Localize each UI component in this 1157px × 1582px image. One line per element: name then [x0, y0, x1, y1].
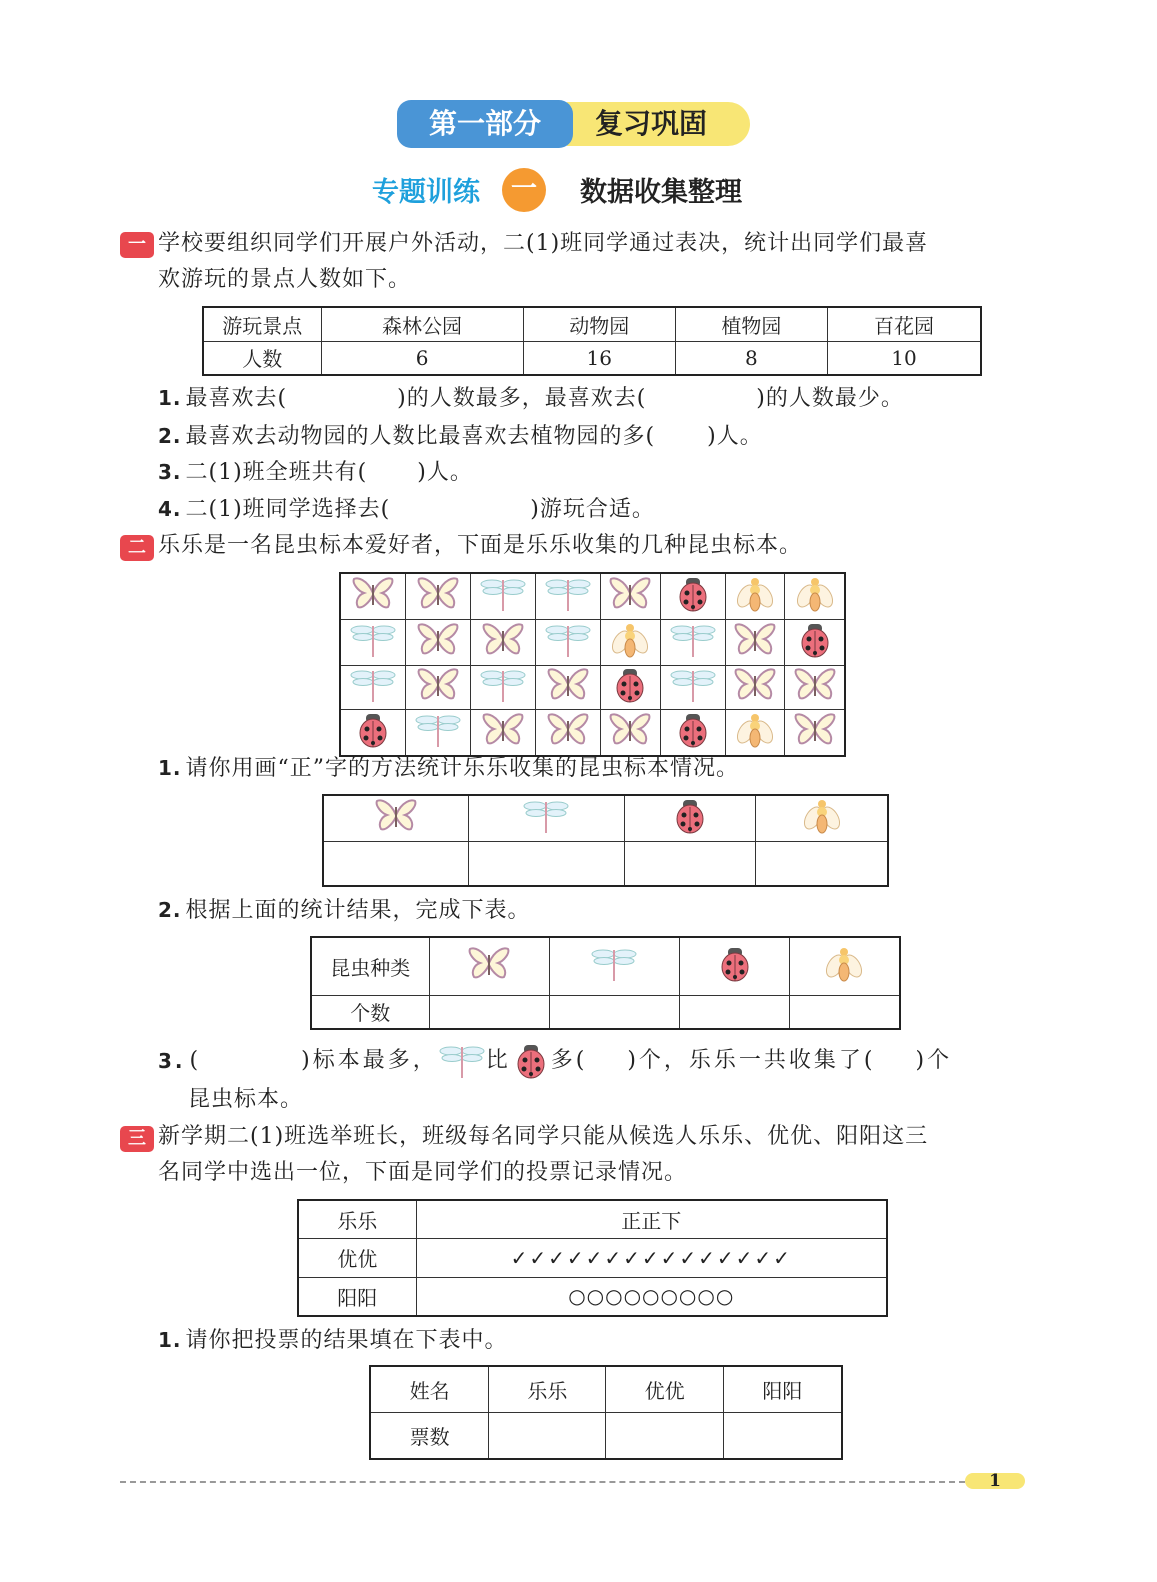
- s2-text: 乐乐是一名昆虫标本爱好者，下面是乐乐收集的几种昆虫标本。: [158, 533, 803, 558]
- row-label: 个数: [311, 995, 429, 1029]
- s1-text-1: 学校要组织同学们开展户外活动，二(1)班同学通过表决，统计出同学们最喜: [158, 231, 929, 256]
- grid-cell: [600, 710, 660, 757]
- ladybug-icon: [715, 945, 755, 983]
- ladybug-icon: [610, 666, 650, 704]
- bee-icon: [735, 574, 775, 614]
- value-cell: 8: [675, 341, 827, 375]
- butterfly-icon: [481, 621, 525, 659]
- dragonfly-icon: [544, 621, 592, 659]
- s3-question-1: 1. 请你把投票的结果填在下表中。: [158, 1328, 508, 1353]
- dragonfly-icon: [349, 666, 397, 704]
- butterfly-icon: [374, 797, 418, 835]
- part-banner: [397, 100, 750, 148]
- bee-icon: [824, 944, 864, 984]
- header-cell: 森林公园: [321, 307, 523, 341]
- dragonfly-icon: [479, 666, 527, 704]
- row-label: 人数: [203, 341, 321, 375]
- ladybug-icon: [670, 797, 710, 835]
- section-badge-1: 一: [120, 232, 154, 258]
- butterfly-icon: [733, 621, 777, 659]
- count-cell[interactable]: [549, 995, 680, 1029]
- grid-cell: [600, 620, 660, 666]
- candidate-name: 优优: [298, 1239, 416, 1277]
- tally-cell[interactable]: [468, 842, 624, 887]
- grid-cell: [340, 710, 406, 757]
- grid-cell: [660, 710, 725, 757]
- grid-row: [340, 620, 845, 666]
- bee-icon: [735, 710, 775, 750]
- vote-count-cell[interactable]: [723, 1413, 842, 1460]
- s2-question-1: 1. 请你用画“正”字的方法统计乐乐收集的昆虫标本情况。: [158, 756, 740, 781]
- dragonfly-icon: [669, 666, 717, 704]
- grid-cell: [725, 710, 785, 757]
- ladybug-icon: [673, 575, 713, 613]
- vote-marks: ✓✓✓✓✓✓✓✓✓✓✓✓✓✓✓: [416, 1239, 887, 1277]
- scenic-spot-table: [202, 306, 982, 376]
- grid-cell: [600, 666, 660, 710]
- part-title: 复习巩固: [595, 107, 708, 140]
- vote-result-table: [369, 1365, 843, 1460]
- s3-text-2: 名同学中选出一位，下面是同学们的投票记录情况。: [158, 1160, 688, 1185]
- grid-cell: [785, 620, 845, 666]
- header-cell: 动物园: [523, 307, 675, 341]
- ladybug-icon: [795, 621, 835, 659]
- grid-cell: [340, 666, 406, 710]
- bee-icon: [610, 620, 650, 660]
- candidate-name: 乐乐: [298, 1200, 416, 1239]
- dragonfly-icon: [438, 1042, 486, 1080]
- grid-cell: [471, 666, 536, 710]
- butterfly-icon: [793, 711, 837, 749]
- value-cell: 10: [828, 341, 981, 375]
- s1-question-1: 1. 最喜欢去( )的人数最多，最喜欢去( )的人数最少。: [158, 386, 904, 411]
- s3-text-1: 新学期二(1)班选举班长，班级每名同学只能从候选人乐乐、优优、阳阳这三: [158, 1124, 929, 1149]
- grid-cell: [471, 710, 536, 757]
- dragonfly-icon: [414, 711, 462, 749]
- grid-cell: [725, 573, 785, 620]
- dragonfly-icon: [669, 621, 717, 659]
- vote-count-cell[interactable]: [489, 1413, 606, 1460]
- tally-cell[interactable]: [625, 842, 756, 887]
- part-label: 第一部分: [397, 100, 573, 148]
- grid-cell: [785, 573, 845, 620]
- s1-text-2: 欢游玩的景点人数如下。: [158, 267, 412, 292]
- s2-question-2: 2. 根据上面的统计结果，完成下表。: [158, 898, 531, 923]
- grid-cell: [660, 666, 725, 710]
- grid-cell: [406, 666, 471, 710]
- row-label: 昆虫种类: [311, 937, 429, 995]
- tally-cell[interactable]: [756, 842, 888, 887]
- topic-title: 数据收集整理: [580, 177, 742, 208]
- butterfly-icon: [467, 945, 511, 983]
- grid-cell: [535, 666, 600, 710]
- grid-cell: [660, 573, 725, 620]
- grid-cell: [535, 710, 600, 757]
- insect-specimen-grid: [339, 572, 846, 757]
- candidate-name: 阳阳: [298, 1277, 416, 1316]
- row-label: 票数: [370, 1413, 489, 1460]
- grid-cell: [785, 710, 845, 757]
- butterfly-icon: [608, 711, 652, 749]
- header-cell: 百花园: [828, 307, 981, 341]
- topic-label: 专题训练: [372, 177, 480, 208]
- topic-number: 一: [502, 168, 546, 212]
- ladybug-icon: [353, 711, 393, 749]
- grid-cell: [660, 620, 725, 666]
- dragonfly-icon: [590, 945, 638, 983]
- header-cell: 乐乐: [489, 1366, 606, 1413]
- butterfly-icon: [546, 711, 590, 749]
- header-cell: 游玩景点: [203, 307, 321, 341]
- header-cell: 姓名: [370, 1366, 489, 1413]
- value-cell: 6: [321, 341, 523, 375]
- s1-question-4: 4. 二(1)班同学选择去( )游玩合适。: [158, 497, 655, 522]
- ladybug-icon: [673, 711, 713, 749]
- butterfly-icon: [733, 666, 777, 704]
- bee-icon: [795, 574, 835, 614]
- butterfly-icon: [416, 575, 460, 613]
- tally-cell[interactable]: [323, 842, 468, 887]
- grid-cell: [535, 620, 600, 666]
- grid-cell: [785, 666, 845, 710]
- vote-count-cell[interactable]: [606, 1413, 723, 1460]
- ladybug-icon: [511, 1042, 551, 1080]
- grid-cell: [471, 573, 536, 620]
- grid-cell: [600, 573, 660, 620]
- grid-cell: [406, 620, 471, 666]
- bee-icon: [802, 796, 842, 836]
- count-cell[interactable]: [429, 995, 549, 1029]
- dragonfly-icon: [349, 621, 397, 659]
- grid-cell: [340, 620, 406, 666]
- dragonfly-icon: [544, 575, 592, 613]
- vote-marks: ○○○○○○○○○: [416, 1277, 887, 1316]
- section-badge-2: 二: [120, 535, 154, 561]
- grid-cell: [340, 573, 406, 620]
- s2-question-3-cont: 昆虫标本。: [188, 1087, 304, 1112]
- s2-question-3: 3. ( )标本最多， 比 多( )个，乐乐一共收集了( )个: [158, 1042, 952, 1080]
- vote-marks: 正正下: [416, 1200, 887, 1239]
- count-table: [310, 936, 901, 1030]
- header-cell: 优优: [606, 1366, 723, 1413]
- grid-cell: [535, 573, 600, 620]
- grid-row: [340, 710, 845, 757]
- butterfly-icon: [351, 575, 395, 613]
- vote-record-table: [297, 1199, 888, 1317]
- header-cell: 阳阳: [723, 1366, 842, 1413]
- dragonfly-icon: [522, 797, 570, 835]
- butterfly-icon: [416, 666, 460, 704]
- butterfly-icon: [608, 575, 652, 613]
- s1-question-2: 2. 最喜欢去动物园的人数比最喜欢去植物园的多( )人。: [158, 424, 763, 449]
- butterfly-icon: [481, 711, 525, 749]
- grid-cell: [406, 710, 471, 757]
- count-cell[interactable]: [789, 995, 900, 1029]
- grid-cell: [471, 620, 536, 666]
- butterfly-icon: [416, 621, 460, 659]
- s1-question-3: 3. 二(1)班全班共有( )人。: [158, 460, 473, 485]
- dragonfly-icon: [479, 575, 527, 613]
- value-cell: 16: [523, 341, 675, 375]
- header-cell: 植物园: [675, 307, 827, 341]
- grid-cell: [725, 666, 785, 710]
- grid-cell: [725, 620, 785, 666]
- count-cell[interactable]: [680, 995, 789, 1029]
- section-badge-3: 三: [120, 1126, 154, 1152]
- tally-table: [322, 794, 889, 887]
- grid-cell: [406, 573, 471, 620]
- footer-divider: [120, 1481, 965, 1483]
- page-number: 1: [965, 1473, 1025, 1489]
- butterfly-icon: [546, 666, 590, 704]
- grid-row: [340, 666, 845, 710]
- butterfly-icon: [793, 666, 837, 704]
- grid-row: [340, 573, 845, 620]
